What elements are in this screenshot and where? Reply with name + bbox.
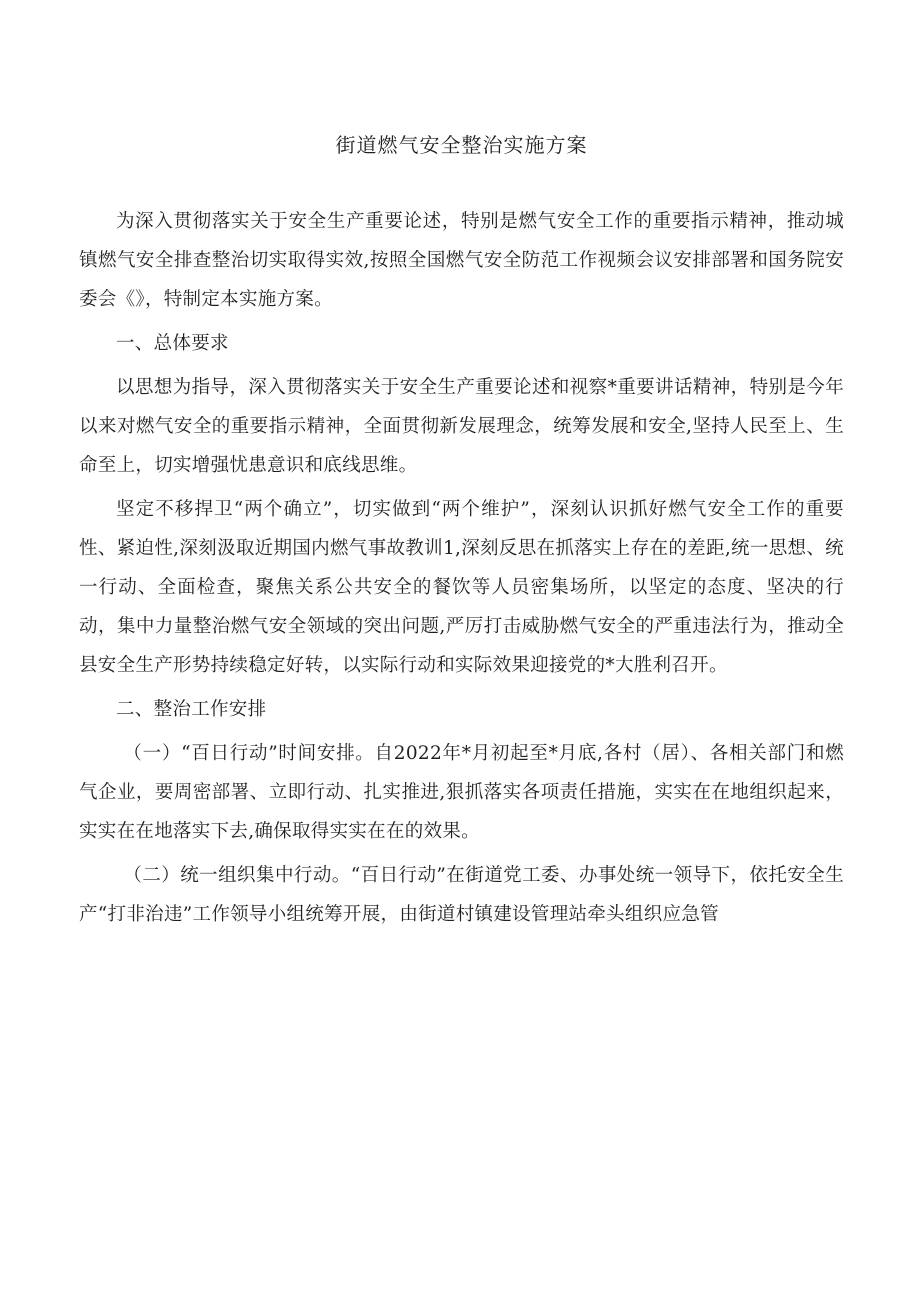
- work-arrangement-item-1: （一）“百日行动”时间安排。自2022年*月初起至*月底,各村（居）、各相关部门和燃气企业，要周密部署、立即行动、扎实推进,狠抓落实各项责任措施，实实在在地组织起来，实实在在地落实下去,确保取得实实在在的效果。: [79, 743, 844, 842]
- section-heading-work-arrangement: 二、整治工作安排: [116, 699, 267, 720]
- intro-paragraph: 为深入贯彻落实关于安全生产重要论述，特别是燃气安全工作的重要指示精神，推动城镇燃气安全排查整治切实取得实效,按照全国燃气安全防范工作视频会议安排部署和国务院安委会《》，特制定本实施方案。: [79, 211, 844, 310]
- section-heading-general-requirements: 一、总体要求: [116, 333, 229, 354]
- general-requirements-paragraph-1: 以思想为指导，深入贯彻落实关于安全生产重要论述和视察*重要讲话精神，特别是今年以来对燃气安全的重要指示精神，全面贯彻新发展理念，统筹发展和安全,坚持人民至上、生命至上，切实增强忧患意识和底线思维。: [79, 377, 844, 476]
- general-requirements-paragraph-2: 坚定不移捍卫“两个确立”，切实做到“两个维护”，深刻认识抓好燃气安全工作的重要性、紧迫性,深刻汲取近期国内燃气事故教训1,深刻反思在抓落实上存在的差距,统一思想、统一行动、全面检查，聚焦关系公共安全的餐饮等人员密集场所，以坚定的态度、坚决的行动，集中力量整治燃气安全领域的突出问题,严厉打击威胁燃气安全的严重违法行为，推动全县安全生产形势持续稳定好转，以实际行动和实际效果迎接党的*大胜利召开。: [79, 499, 844, 676]
- document-title: 街道燃气安全整治实施方案: [335, 133, 588, 157]
- work-arrangement-item-2: （二）统一组织集中行动。“百日行动”在街道党工委、办事处统一领导下，依托安全生产“打非治违”工作领导小组统筹开展，由街道村镇建设管理站牵头组织应急管: [79, 865, 844, 925]
